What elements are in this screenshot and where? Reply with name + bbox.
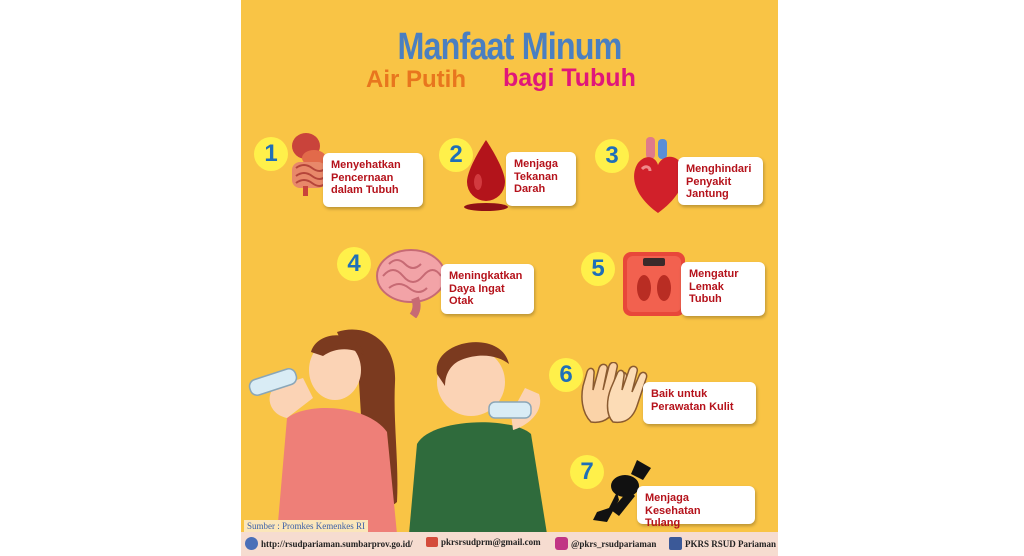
- brain-icon: [375, 246, 447, 318]
- benefit-5-number: 5: [581, 252, 615, 286]
- footer-facebook-text: PKRS RSUD Pariaman: [685, 538, 777, 549]
- footer-bar: [241, 532, 778, 556]
- infographic-poster: [241, 0, 778, 556]
- title-line-1: Manfaat Minum: [397, 26, 622, 68]
- footer-instagram-text: @pkrs_rsudpariaman: [571, 538, 657, 549]
- woman-drinking-illustration: [247, 322, 407, 534]
- blood-drop-icon: [461, 138, 511, 213]
- benefit-7-number: 7: [570, 455, 604, 489]
- benefit-1-box: Menyehatkan Pencernaan dalam Tubuh: [323, 153, 423, 207]
- benefit-5-box: Mengatur Lemak Tubuh: [681, 262, 765, 316]
- footer-website[interactable]: [245, 537, 413, 550]
- benefit-4-number: 4: [337, 247, 371, 281]
- benefit-7-box: Menjaga Kesehatan Tulang: [637, 486, 755, 524]
- gmail-icon: [426, 537, 438, 547]
- title-line-2a: Air Putih: [366, 66, 466, 93]
- benefit-3-number: 3: [595, 139, 629, 173]
- benefit-6-box: Baik untuk Perawatan Kulit: [643, 382, 756, 424]
- instagram-icon: [555, 537, 568, 550]
- benefit-2-number: 2: [439, 138, 473, 172]
- benefit-2-box: Menjaga Tekanan Darah: [506, 152, 576, 206]
- benefit-6-number: 6: [549, 358, 583, 392]
- benefit-1-number: 1: [254, 137, 288, 171]
- benefit-4-box: Meningkatkan Daya Ingat Otak: [441, 264, 534, 314]
- globe-icon: [245, 537, 258, 550]
- footer-email-text: pkrsrsudprm@gmail.com: [441, 537, 541, 547]
- man-drinking-illustration: [401, 334, 561, 534]
- footer-instagram[interactable]: [555, 537, 656, 550]
- footer-website-text: http://rsudpariaman.sumbarprov.go.id/: [261, 538, 413, 549]
- facebook-icon: [669, 537, 682, 550]
- title-line-2b: bagi Tubuh: [503, 64, 636, 92]
- footer-facebook[interactable]: [669, 537, 776, 550]
- hands-icon: [579, 362, 649, 424]
- weight-scale-icon: [621, 250, 687, 318]
- footer-email[interactable]: [426, 537, 541, 547]
- source-credit: Sumber : Promkes Kemenkes RI: [244, 520, 368, 532]
- benefit-3-box: Menghindari Penyakit Jantung: [678, 157, 763, 205]
